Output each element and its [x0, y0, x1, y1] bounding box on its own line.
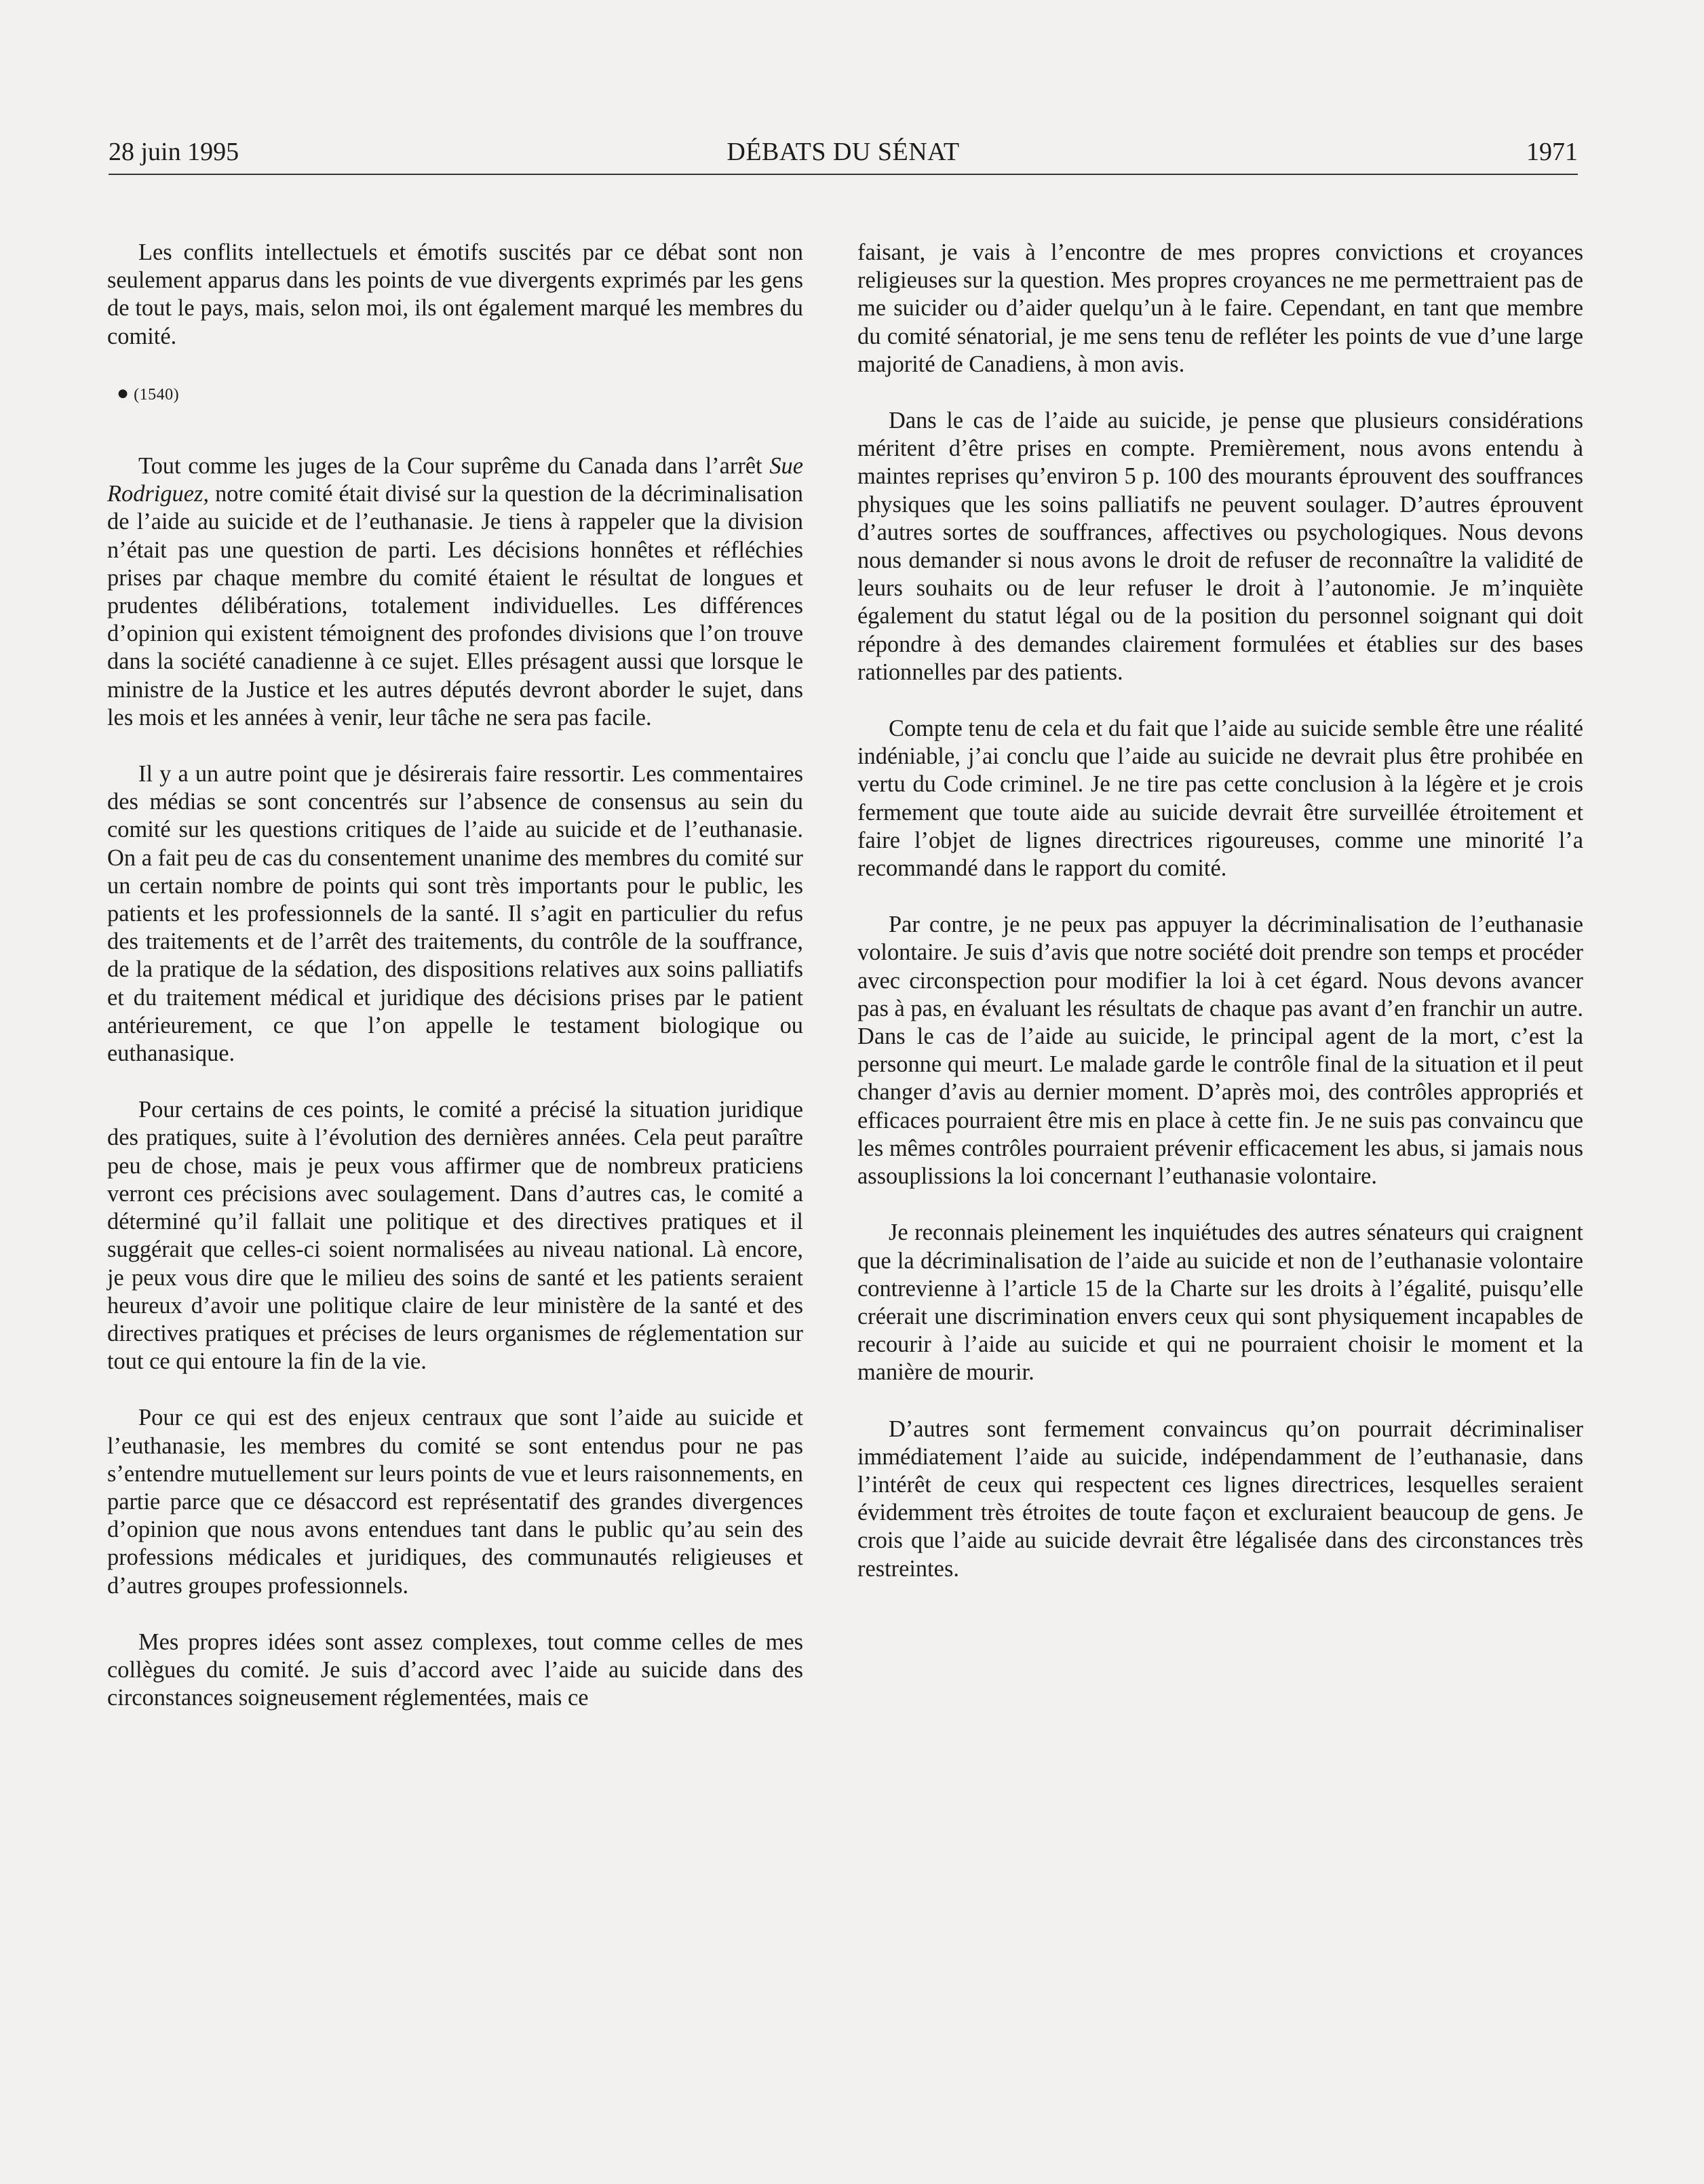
paragraph: faisant, je vais à l’encontre de mes propres convictions et croyances religieuses sur la question. Mes propres croyances ne me permettraient pas de me suicider ou d’aider quelqu’un à le faire. Cependant, en tant que membre du comité sénatorial, je me sens tenu de refléter les points de vue d’une large majorité de Canadiens, à mon avis. [857, 239, 1583, 377]
running-header [109, 133, 1578, 175]
paragraph: Par contre, je ne peux pas appuyer la décriminalisation de l’euthanasie volontaire. Je suis d’avis que notre société doit prendre son temps et procéder avec circonspection pour modifier la loi à cet égard. Nous devons avancer pas à pas, en évaluant les résultats de chaque pas avant d’en franchir un autre. Dans le cas de l’aide au suicide, le principal agent de la mort, c’est la personne qui meurt. Le malade garde le contrôle final de la situation et il peut changer d’avis au dernier moment. D’après moi, des contrôles appropriés et efficaces pourraient être mis en place à cette fin. Je ne suis pas convaincu que les mêmes contrôles pourraient prévenir efficacement les abus, si jamais nous assouplissions la loi concernant l’euthanasie volontaire. [857, 912, 1583, 1190]
page-number: 1971 [1526, 138, 1578, 166]
bullet-icon: ● [117, 381, 130, 404]
paragraph: Pour certains de ces points, le comité a précisé la situation juridique des pratiques, suite à l’évolution des dernières années. Cela peut paraître peu de chose, mais je peux vous affirmer que de nombreux praticiens verront ces précisions avec soulagement. Dans d’autres cas, le comité a déterminé qu’il fallait une politique et des directives pratiques et il suggérait que celles-ci soient normalisées au niveau national. Là encore, je peux vous dire que le milieu des soins de santé et les patients seraient heureux d’avoir une politique claire de leur ministère de la santé et des directives pratiques et précises de leurs organismes de réglementation sur tout ce qui entoure la fin de la vie. [107, 1097, 803, 1375]
paragraph-text: notre comité était divisé sur la question de la décriminalisation de l’aide au suicide et de l’euthanasie. Je tiens à rappeler que la division n’était pas une question de parti. Les décisions honnêtes et réfléchies prises par chaque membre du comité étaient le résultat de longues et prudentes délibérations, totalement individuelles. Les différences d’opinion qui existent témoignent des profondes divisions que l’on trouve dans la société canadienne à ce sujet. Elles présagent aussi que lorsque le ministre de la Justice et les autres députés devront aborder le sujet, dans les mois et les années à venir, leur tâche ne sera pas facile. [107, 481, 803, 730]
case-name: Sue Rodriguez, [107, 453, 803, 507]
header-date: 28 juin 1995 [109, 138, 239, 166]
paragraph [107, 452, 803, 732]
paragraph: D’autres sont fermement convaincus qu’on pourrait décriminaliser immédiatement l’aide au suicide, indépendamment de l’euthanasie, dans l’intérêt de ceux qui respectent ces lignes directrices, lesquelles seraient évidemment très étroites de toute façon et excluraient beaucoup de gens. Je crois que l’aide au suicide devrait être légalisée dans des circonstances très restreintes. [857, 1416, 1583, 1582]
left-column [107, 239, 803, 1740]
time-marker-label: (1540) [134, 385, 180, 404]
time-marker [107, 379, 803, 409]
paragraph: Dans le cas de l’aide au suicide, je pense que plusieurs considérations méritent d’être prises en compte. Premièrement, nous avons entendu à maintes reprises qu’environ 5 p. 100 des mourants éprouvent des souffrances physiques que les soins palliatifs ne peuvent soulager. D’autres éprouvent d’autres sortes de souffrances, affectives ou psychologiques. Nous devons nous demander si nous avons le droit de refuser de reconnaître la validité de leurs souhaits ou de leur refuser le droit à l’autonomie. Je m’inquiète également du statut légal ou de la position du personnel soignant qui doit répondre à des demandes clairement formulées et établies sur des bases rationnelles par des patients. [857, 408, 1583, 685]
paragraph: Je reconnais pleinement les inquiétudes des autres sénateurs qui craignent que la décriminalisation de l’aide au suicide et non de l’euthanasie volontaire contrevienne à l’article 15 de la Charte sur les droits à l’égalité, puisqu’elle créerait une discrimination envers ceux qui sont physiquement incapables de recourir à l’aide au suicide et qui ne pourraient choisir le moment et la manière de mourir. [857, 1220, 1583, 1386]
paragraph: Mes propres idées sont assez complexes, tout comme celles de mes collègues du comité. Je suis d’accord avec l’aide au suicide dans des circonstances soigneusement réglementées, mais ce [107, 1629, 803, 1711]
header-title: DÉBATS DU SÉNAT [727, 138, 960, 166]
paragraph: Compte tenu de cela et du fait que l’aide au suicide semble être une réalité indéniable, j’ai conclu que l’aide au suicide ne devrait plus être prohibée en vertu du Code criminel. Je ne tire pas cette conclusion à la légère et je crois fermement que toute aide au suicide devrait être surveillée étroitement et faire l’objet de lignes directrices rigoureuses, comme une minorité l’a recommandé dans le rapport du comité. [857, 716, 1583, 882]
paragraph: Il y a un autre point que je désirerais faire ressortir. Les commentaires des médias se sont concentrés sur l’absence de consensus au sein du comité sur les questions critiques de l’aide au suicide et de l’euthanasie. On a fait peu de cas du consentement unanime des membres du comité sur un certain nombre de points qui sont très importants pour le public, les patients et les professionnels de la santé. Il s’agit en particulier du refus des traitements et de l’arrêt des traitements, du contrôle de la souffrance, de la pratique de la sédation, des dispositions relatives aux soins palliatifs et du traitement médical et juridique des décisions prises par le patient antérieurement, ce que l’on appelle le testament biologique ou euthanasique. [107, 761, 803, 1067]
paragraph: Pour ce qui est des enjeux centraux que sont l’aide au suicide et l’euthanasie, les membres du comité se sont entendus pour ne pas s’entendre mutuellement sur leurs points de vue et leurs raisonnements, en partie parce que ce désaccord est représentatif des grandes divergences d’opinion que nous avons entendues tant dans le public qu’au sein des professions médicales et juridiques, des communautés religieuses et d’autres groupes professionnels. [107, 1405, 803, 1599]
paragraph: Les conflits intellectuels et émotifs suscités par ce débat sont non seulement apparus dans les points de vue divergents exprimés par les gens de tout le pays, mais, selon moi, ils ont également marqué les membres du comité. [107, 239, 803, 349]
paragraph-text: Tout comme les juges de la Cour suprême du Canada dans l’arrêt [138, 453, 770, 480]
right-column [857, 239, 1583, 1612]
